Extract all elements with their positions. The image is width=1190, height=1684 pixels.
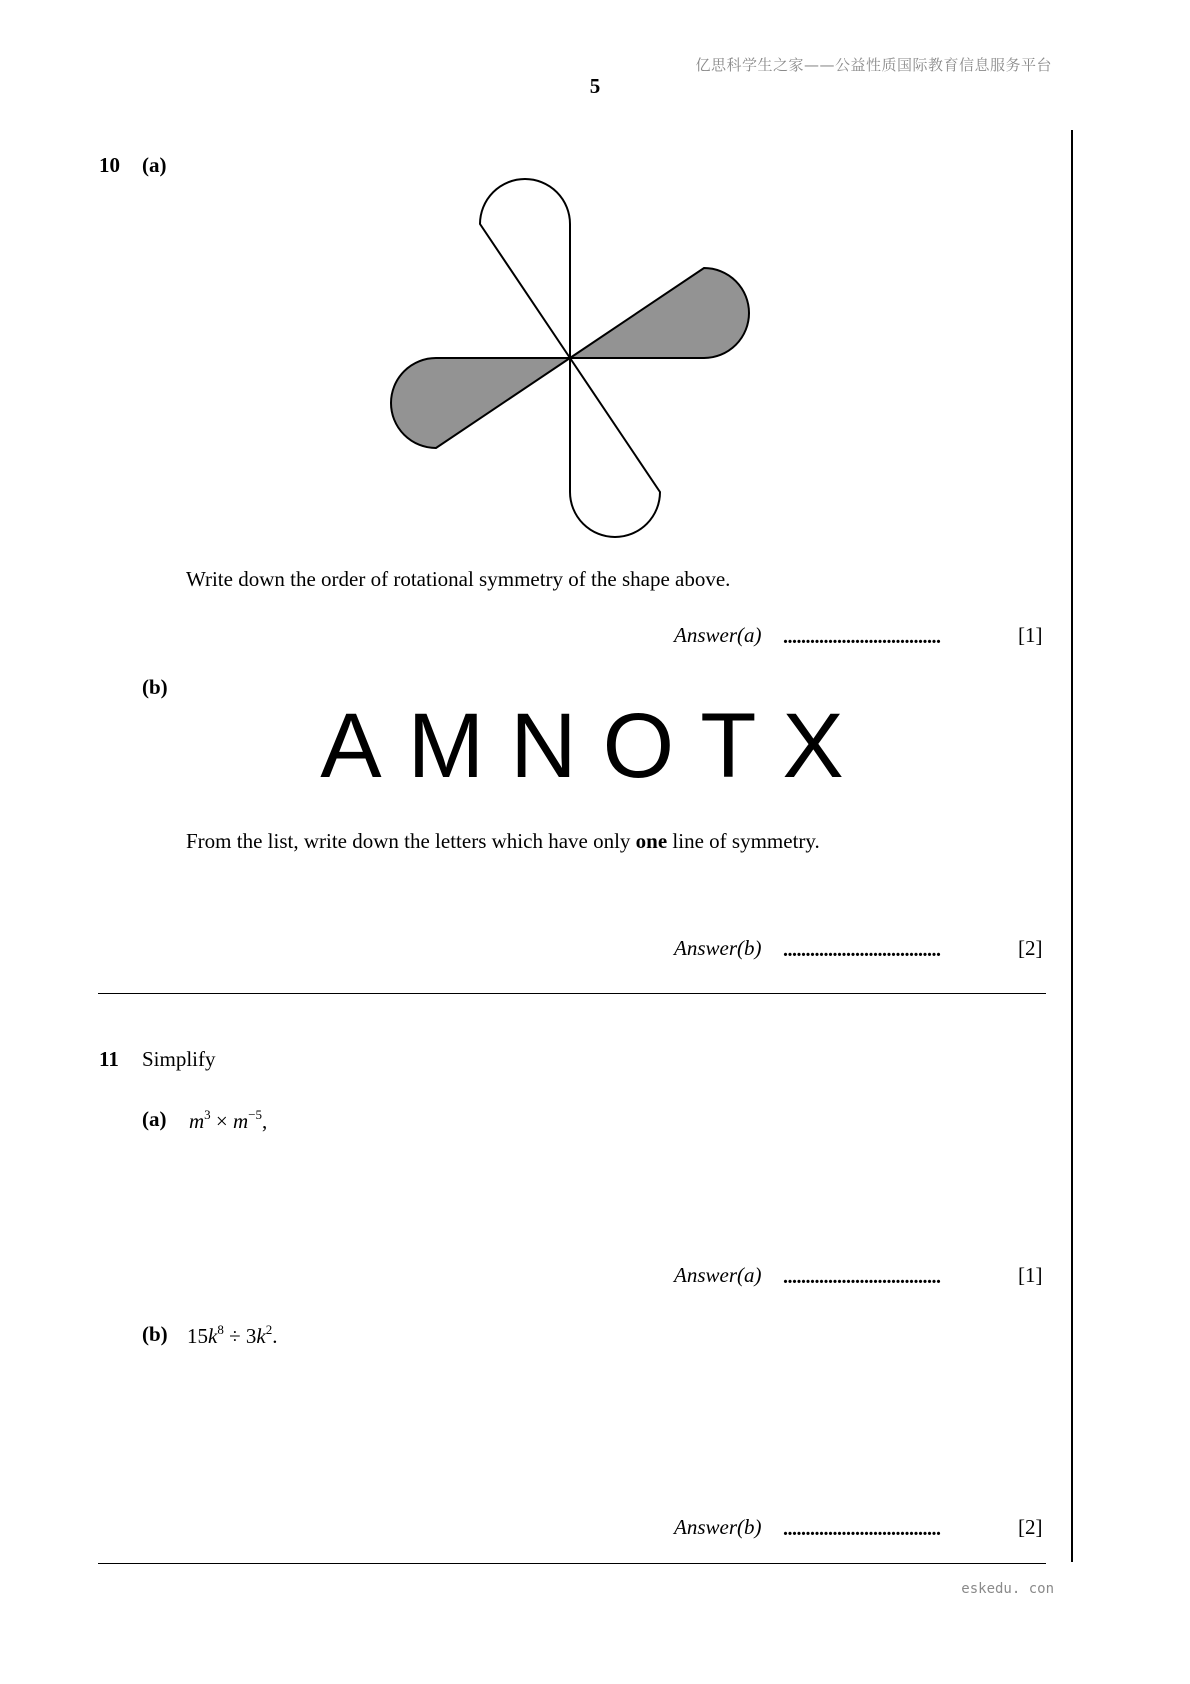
question-10-number: 10 — [99, 153, 120, 177]
expr-11b-exp1: 8 — [217, 1322, 224, 1337]
expr-11a-op: × — [215, 1109, 228, 1133]
question-11-instruction: Simplify — [142, 1047, 216, 1071]
section-divider-1 — [98, 993, 1046, 994]
marks-11b: [2] — [1018, 1515, 1043, 1539]
expr-11a-tail: , — [262, 1109, 268, 1133]
answer-11a-line[interactable]: ................................... — [783, 1266, 941, 1288]
rotational-symmetry-figure — [380, 170, 760, 550]
footer-watermark: eskedu. con — [961, 1581, 1054, 1597]
petal-top — [480, 179, 570, 358]
question-11b-expression — [187, 1322, 277, 1349]
answer-10a-line[interactable]: ................................... — [783, 626, 941, 648]
page-number: 5 — [589, 74, 601, 98]
expr-11b-coef1: 15 — [187, 1324, 208, 1348]
answer-10b-label: Answer(b) — [674, 936, 762, 960]
answer-10b-line[interactable]: ................................... — [783, 939, 941, 961]
expr-11b-op: ÷ — [229, 1324, 241, 1348]
question-10b-prompt — [186, 829, 820, 854]
petal-bottom — [570, 358, 660, 537]
answer-10a-label: Answer(a) — [674, 623, 762, 647]
petal-right — [570, 268, 749, 358]
petal-left — [391, 358, 570, 448]
question-10a-label: (a) — [142, 153, 167, 177]
right-margin-line — [1071, 130, 1073, 1562]
question-11a-label: (a) — [142, 1107, 167, 1131]
answer-11b-label: Answer(b) — [674, 1515, 762, 1539]
question-11b-label: (b) — [142, 1322, 168, 1346]
section-divider-2 — [98, 1563, 1046, 1564]
expr-11b-exp2: 2 — [265, 1322, 273, 1337]
answer-11a-label: Answer(a) — [674, 1263, 762, 1287]
expr-11b-tail: . — [272, 1324, 278, 1348]
expr-11a-exp1: 3 — [204, 1107, 211, 1122]
prompt-10b-bold: one — [635, 829, 668, 853]
expr-11a-base1: m — [189, 1109, 205, 1133]
question-11a-expression — [189, 1107, 267, 1134]
marks-10b: [2] — [1018, 936, 1043, 960]
expr-11a-base2: m — [233, 1109, 249, 1133]
expr-11b-base1: k — [208, 1324, 218, 1348]
expr-11b-coef2: 3 — [245, 1324, 257, 1348]
marks-11a: [1] — [1018, 1263, 1043, 1287]
question-11-number: 11 — [99, 1047, 119, 1071]
expr-11a-exp2: −5 — [248, 1107, 263, 1122]
answer-11b-line[interactable]: ................................... — [783, 1518, 941, 1540]
question-10a-prompt: Write down the order of rotational symmetry of the shape above. — [186, 567, 731, 591]
marks-10a: [1] — [1018, 623, 1043, 647]
letter-list: AMNOTX — [320, 695, 870, 797]
prompt-10b-before: From the list, write down the letters which have only — [186, 829, 636, 853]
prompt-10b-after: line of symmetry. — [667, 829, 820, 853]
expr-11b-base2: k — [256, 1324, 266, 1348]
question-10b-label: (b) — [142, 675, 168, 699]
header-watermark: 亿思科学生之家——公益性质国际教育信息服务平台 — [695, 56, 1052, 74]
